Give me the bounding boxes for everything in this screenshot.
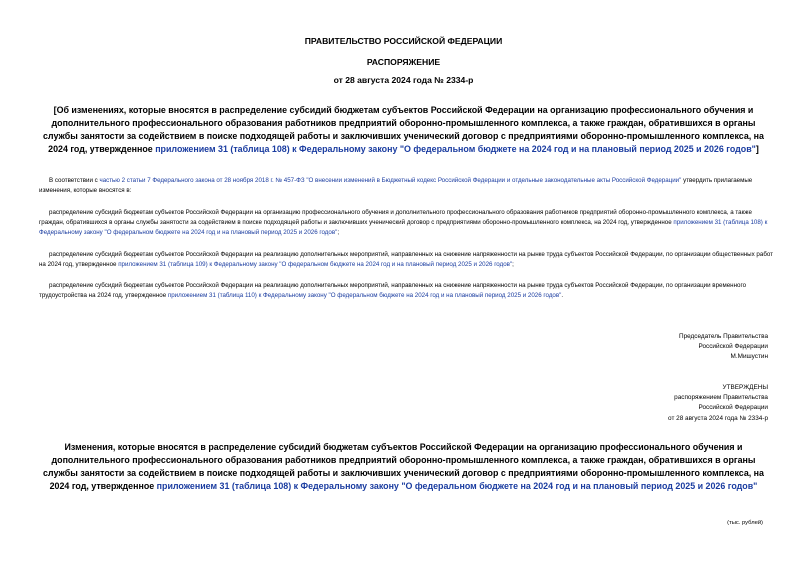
changes-title-text: Изменения, которые вносятся в распределение субсидий бюджетам субъектов Российской Федерации на организацию профессионального обучения и дополнительного профессионального образования работников предприятий оборонно-промышленного комплекса, а также граждан, обратившихся в органы службы занятости за содействием в поиске подходящей работы и заключивших ученический договор с предприятиями оборонно-промышленного комплекса, на 2024 год, утвержденное: [43, 442, 764, 491]
paragraph-text: ;: [512, 260, 514, 268]
document-date-number: от 28 августа 2024 года № 2334-р: [333, 75, 474, 85]
signer-position: Председатель Правительства: [679, 333, 768, 340]
paragraph-text: распределение субсидий бюджетам субъектов Российской Федерации на организацию профессионального обучения и дополнительного профессионального образования работников предприятий оборонно-промышленного комплекса, а также граждан, обратившихся в органы службы занятости за содействием в поиске подходящей работы и заключивших ученический договор с предприятиями оборонно-промышленного комплекса, на 2024 год, утвержденное: [39, 209, 752, 226]
table-110-link[interactable]: приложением 31 (таблица 110) к Федеральному закону "О федеральном бюджете на 2024 год и на плановый период 2025 и 2026 годов": [167, 291, 562, 299]
table-108-link[interactable]: приложением 31 (таблица 108) к Федеральному закону "О федеральном бюджете на 2024 год и на плановый период 2025 и 2026 годов": [39, 218, 768, 236]
approval-date: от 28 августа 2024 года № 2334-р: [668, 414, 768, 422]
changes-title-law-link[interactable]: приложением 31 (таблица 108) к Федеральному закону "О федеральном бюджете на 2024 год и на плановый период 2025 и 2026 годов": [156, 480, 758, 491]
approval-heading: УТВЕРЖДЕНЫ: [722, 384, 768, 391]
units-label: (тыс. рублей): [727, 520, 763, 526]
paragraph-item-3: [39, 281, 773, 301]
document-type: РАСПОРЯЖЕНИЕ: [366, 57, 441, 67]
paragraph-text: .: [561, 291, 564, 299]
government-heading: ПРАВИТЕЛЬСТВО РОССИЙСКОЙ ФЕДЕРАЦИИ: [304, 36, 503, 46]
paragraph-text: распределение субсидий бюджетам субъектов Российской Федерации на реализацию дополнительных мероприятий, направленных на снижение напряженности на рынке труда субъектов Российской Федерации, по организации общественных работ на 2024 год, утвержденное: [39, 251, 774, 268]
title-law-link[interactable]: приложением 31 (таблица 108) к Федеральному закону "О федеральном бюджете на 2024 год и на плановый период 2025 и 2026 годов": [155, 143, 756, 154]
paragraph-text: ;: [337, 228, 340, 236]
paragraph-item-2: [39, 250, 773, 270]
changes-title: [41, 441, 766, 493]
signature-block: [468, 332, 768, 363]
title-text: [Об изменениях, которые вносятся в распределение субсидий бюджетам субъектов Российской Федерации на организацию профессионального обучения и дополнительного профессионального образования работников предприятий оборонно-промышленного комплекса, а также граждан, обратившихся в органы службы занятости за содействием в поиске подходящей работы и заключивших ученический договор с предприятиями оборонно-промышленного комплекса, на 2024 год, утвержденное: [43, 105, 764, 154]
approval-block: [468, 383, 768, 424]
table-109-link[interactable]: приложением 31 (таблица 109) к Федеральному закону "О федеральном бюджете на 2024 год и на плановый период 2025 и 2026 годов": [118, 260, 513, 268]
signer-organization: Российской Федерации: [698, 343, 768, 351]
paragraph-text: В соответствии с: [49, 177, 100, 184]
paragraph-basis: [39, 176, 773, 196]
document-title: [41, 104, 766, 156]
paragraph-text: утвердить прилагаемые изменения, которые вносятся в:: [39, 177, 753, 194]
approval-line: распоряжением Правительства: [674, 394, 768, 402]
title-closing: ]: [755, 143, 759, 154]
paragraph-text: распределение субсидий бюджетам субъектов Российской Федерации на реализацию дополнительных мероприятий, направленных на снижение напряженности на рынке труда субъектов Российской Федерации, по организации временного трудоустройства на 2024 год, утвержденное: [39, 282, 747, 299]
paragraph-item-1: [39, 208, 773, 238]
signer-name: М.Мишустин: [730, 353, 768, 361]
federal-law-457-link[interactable]: частью 2 статьи 7 Федерального закона от 28 ноября 2018 г. № 457-ФЗ "О внесении изменений в Бюджетный кодекс Российской Федерации и отдельные законодательные акты Российской Федерации": [99, 177, 682, 184]
approval-line: Российской Федерации: [698, 404, 768, 412]
